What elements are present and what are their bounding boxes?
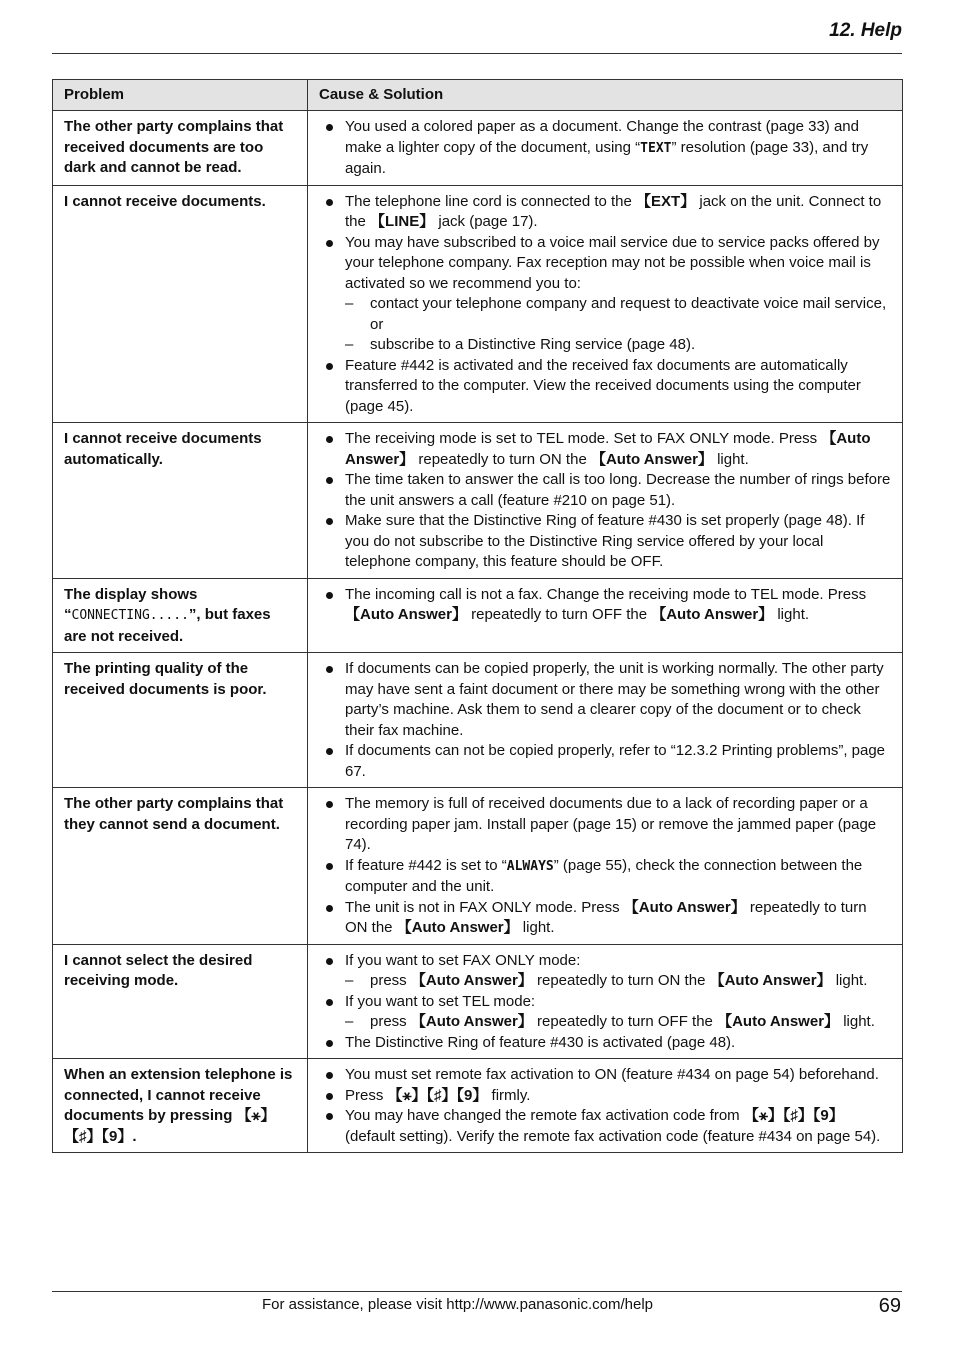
header-rule (52, 53, 902, 54)
solution-cell (308, 578, 903, 653)
solution-item: The unit is not in FAX ONLY mode. Press 【Auto Answer】 repeatedly to turn ON the 【Auto Answer】 light. (320, 898, 892, 939)
footer-assistance-text: For assistance, please visit http://www.panasonic.com/help (262, 1296, 654, 1313)
problem-cell: The printing quality of the received documents is poor. (53, 653, 308, 788)
solution-item: The receiving mode is set to TEL mode. Set to FAX ONLY mode. Press 【Auto Answer】 repeatedly to turn ON the 【Auto Answer】 light. (320, 429, 892, 470)
table-row (53, 578, 903, 653)
solution-cell (308, 111, 903, 186)
section-title: 12. Help (829, 20, 902, 41)
column-header-problem: Problem (53, 80, 308, 111)
solution-cell (308, 185, 903, 423)
solution-item: You used a colored paper as a document. Change the contrast (page 33) and make a lighter copy of the document, using “TEXT” resolution (page 33), and try again. (320, 117, 892, 180)
auto-answer-key: 【Auto Answer】 (590, 450, 713, 468)
solution-item: The memory is full of received documents due to a lack of recording paper or a recording paper jam. Install paper (page 15) or remove the jammed paper (page 74). (320, 794, 892, 856)
problem-cell: The display shows “CONNECTING.....”, but faxes are not received. (53, 578, 308, 653)
solution-item: If documents can not be copied properly, refer to “12.3.2 Printing problems”, page 67. (320, 741, 892, 782)
table-row (53, 111, 903, 186)
table-row (53, 423, 903, 579)
solution-item: If you want to set TEL mode: – press 【Auto Answer】 repeatedly to turn OFF the 【Auto Answer】 light. (320, 992, 892, 1033)
footer-rule (52, 1291, 902, 1292)
auto-answer-key: 【Auto Answer】 (709, 972, 832, 989)
solution-item: If feature #442 is set to “ALWAYS” (page 55), check the connection between the computer and the unit. (320, 856, 892, 898)
table-row (53, 185, 903, 423)
problem-cell: The other party complains that received documents are too dark and cannot be read. (53, 111, 308, 186)
solution-subitem: – contact your telephone company and request to deactivate voice mail service, or (345, 294, 892, 335)
table-header-row (53, 80, 903, 111)
solution-item: The incoming call is not a fax. Change the receiving mode to TEL mode. Press 【Auto Answer】 repeatedly to turn OFF the 【Auto Answer】 light. (320, 585, 892, 626)
auto-answer-key: 【Auto Answer】 (396, 919, 519, 936)
solution-item: The Distinctive Ring of feature #430 is activated (page 48). (320, 1033, 892, 1054)
solution-item: If you want to set FAX ONLY mode: – press 【Auto Answer】 repeatedly to turn ON the 【Auto Answer】 light. (320, 951, 892, 992)
solution-subitem: – press 【Auto Answer】 repeatedly to turn ON the 【Auto Answer】 light. (345, 971, 892, 992)
column-header-solution: Cause & Solution (308, 80, 903, 111)
table-row (53, 1059, 903, 1153)
auto-answer-key: 【Auto Answer】 (623, 898, 746, 916)
problem-cell: I cannot receive documents. (53, 185, 308, 423)
table-row (53, 788, 903, 945)
table-row (53, 653, 903, 788)
auto-answer-key: 【Auto Answer】 (717, 1013, 840, 1030)
table-row (53, 944, 903, 1059)
solution-item: Press 【⚹】【♯】【9】 firmly. (320, 1086, 892, 1107)
line-key: 【LINE】 (370, 213, 435, 230)
display-message: CONNECTING..... (71, 608, 189, 623)
problem-cell: When an extension telephone is connected, I cannot receive documents by pressing 【⚹】【♯】【9】. (53, 1059, 308, 1153)
mode-text: TEXT (640, 140, 672, 156)
auto-answer-key: 【Auto Answer】 (345, 606, 467, 623)
troubleshooting-table (52, 79, 903, 1153)
solution-item: Make sure that the Distinctive Ring of feature #430 is set properly (page 48). If you do not subscribe to the Distinctive Ring service offered by your local telephone company, this feature should be OFF. (320, 511, 892, 573)
solution-subitem: – subscribe to a Distinctive Ring service (page 48). (345, 335, 892, 356)
solution-cell (308, 423, 903, 579)
solution-item: You may have changed the remote fax activation code from 【⚹】【♯】【9】 (default setting). Verify the remote fax activation code (feature #434 on page 54). (320, 1106, 892, 1147)
auto-answer-key: 【Auto Answer】 (410, 972, 533, 989)
solution-item: You may have subscribed to a voice mail service due to service packs offered by your telephone company. Fax reception may not be possible when voice mail is activated so we recommend you to: – contact your telephone company and request to deactivate voice mail service, or – subscribe to a Distinctive Ring service (page 48). (320, 233, 892, 356)
solution-subitem: – press 【Auto Answer】 repeatedly to turn OFF the 【Auto Answer】 light. (345, 1012, 892, 1033)
solution-item: The time taken to answer the call is too long. Decrease the number of rings before the unit answers a call (feature #210 on page 51). (320, 470, 892, 511)
solution-cell (308, 944, 903, 1059)
solution-cell (308, 788, 903, 945)
auto-answer-key: 【Auto Answer】 (345, 430, 871, 468)
solution-item: The telephone line cord is connected to the 【EXT】 jack on the unit. Connect to the 【LINE】 jack (page 17). (320, 192, 892, 233)
solution-item: If documents can be copied properly, the unit is working normally. The other party may have sent a faint document or there may be something wrong with the other party’s machine. Ask them to send a clearer copy of the document or to check their fax machine. (320, 659, 892, 741)
star-hash-9-keys: 【⚹】【♯】【9】 (743, 1107, 844, 1124)
star-hash-9-keys: 【⚹】【♯】【9】 (387, 1086, 488, 1104)
problem-cell: The other party complains that they cannot send a document. (53, 788, 308, 945)
page-number: 69 (878, 1295, 901, 1317)
problem-cell: I cannot select the desired receiving mode. (53, 944, 308, 1059)
solution-item: You must set remote fax activation to ON (feature #434 on page 54) beforehand. (320, 1065, 892, 1086)
solution-cell (308, 1059, 903, 1153)
mode-text: ALWAYS (506, 858, 554, 874)
solution-cell (308, 653, 903, 788)
problem-cell: I cannot receive documents automatically. (53, 423, 308, 579)
auto-answer-key: 【Auto Answer】 (651, 606, 774, 623)
ext-key: 【EXT】 (636, 192, 696, 210)
auto-answer-key: 【Auto Answer】 (410, 1013, 533, 1030)
solution-item: Feature #442 is activated and the received fax documents are automatically transferred to the computer. View the received documents using the computer (page 45). (320, 356, 892, 418)
